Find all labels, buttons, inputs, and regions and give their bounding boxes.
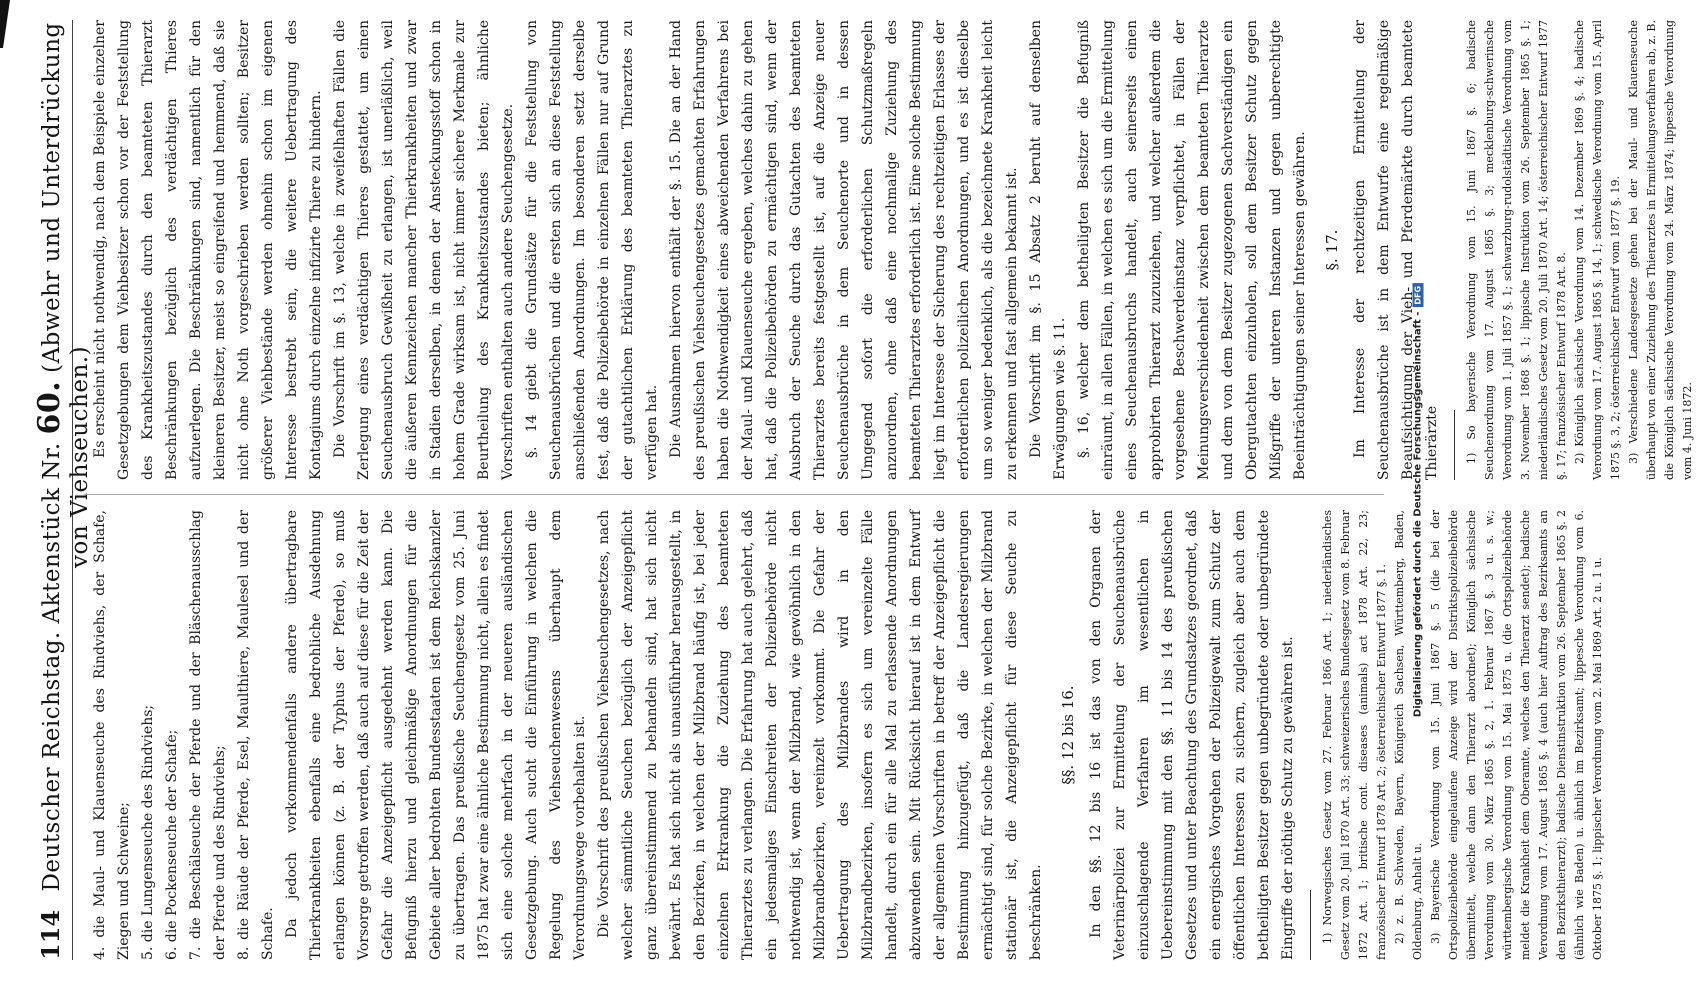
body-paragraph: Die Vorschrift im §. 13, welche in zweifelhaften Fällen die Zerlegung eines verdächtigen Thieres gestattet, um einen Seuchenausbruch Gewißheit zu erlangen, ist unerläßlich, weil die äußeren Kennzeichen mancher Thierkrankheiten und zwar in Stadien derselben, in denen der Ansteckungsstoff schon in hohem Grade wirksam ist, nicht immer sichere Merkmale zur Beurtheilung des Krankheitszustandes bieten; ähnliche Vorschriften enthalten auch andere Seuchengesetze. [332,20,516,480]
body-paragraph: §. 16, welcher dem betheiligten Besitzer die Befugniß einräumt, in allen Fällen, in welchen es sich um die Ermittelung eines Seuchenausbruchs handelt, auch seinerseits einen approbirten Thierarzt zuzuziehen, und welcher außerdem die vorgesehene Beschwerdeinstanz verpflichtet, in Fällen der Meinungsverschiedenheit zwischen dem beamteten Thierarzte und dem von dem Besitzer zugezogenen Sachverständigen ein Obergutachten einzuholen, soll dem Besitzer Schutz gegen Mißgriffe der unteren Instanzen und gegen unberechtigte Beeinträchtigungen seiner Interessen gewähren. [1076,20,1308,480]
footnote: 1) Norwegisches Gesetz vom 27. Februar 1866 Art. 1; niederländisches Gesetz vom 20. Juli 1870 Art. 33; schweizerisches Bundesgesetz vom 8. Februar 1872 Art. 1; britische cont. diseases (animals) act 1878 Art. 22, 23; französischer Entwurf 1878 Art. 2; österreichischer Entwurf 1877 §. 1. [1321,510,1388,960]
footnote: 1) So bayerische Verordnung vom 15. Juni 1867 §. 6; badische Seuchenordnung vom 17. August 1865 §. 3; mecklenburg-schwerinsche Verordnung vom 1. Juli 1857 §. 1; schwarzburg-rudolstädtische Verordnung vom 3. November 1868 §. 1; lippische Instruktion vom 26. September 1865 §. 1; niederländisches Gesetz vom 20. Juli 1870 Art. 14; österreichischer Entwurf 1877 §. 17; französischer Entwurf 1878 Art. 8. [1465,20,1568,480]
header-right-title: (Abwehr und Unterdrückung von Viehseuchen.) [39,22,93,568]
list-item: 4. die Maul- und Klauenseuche des Rindviehs, der Schafe, Ziegen und Schweine; [92,510,132,960]
body-paragraph: Die Ausnahmen hiervon enthält der §. 15. Die an der Hand des preußischen Viehseuchengesetzes gemachten Erfahrungen haben die Nothwendigkeit eines abweichenden Verfahrens bei der Maul- und Klauenseuche ergeben, welches dahin zu gehen hat, daß die Polizeibehörden zu ermächtigen sind, wenn der Ausbruch der Seuche durch das Gutachten des beamteten Thierarztes bereits festgestellt ist, auf die Anzeige neuer Seuchenausbrüche in dem Seuchenorte und in dessen Umgegend sofort die erforderlichen Schutzmaßregeln anzuordnen, ohne daß eine nochmalige Zuziehung des beamteten Thierarztes erforderlich ist. Eine solche Bestimmung liegt im Interesse der Sicherung des rechtzeitigen Erlasses der erforderlichen polizeilichen Anordnungen, und es ist dieselbe um so weniger bedenklich, als die bezeichnete Krankheit leicht zu erkennen und fast allgemein bekannt ist. [668,20,1020,480]
footnote-rule [1454,410,1455,480]
list-item: 5. die Lungenseuche des Rindviehs; [140,704,156,960]
body-paragraph: Im Interesse der rechtzeitigen Ermittelung der Seuchenausbrüche ist in dem Entwurfe eine regelmäßige Beaufsichtigung der Vieh- und Pferdemärkte durch beamtete Thierärzte [1352,20,1440,480]
section-heading: §. 17. [1323,229,1341,271]
digitization-credit-text: Digitalisierung gefördert durch die Deutsche Forschungsgemeinschaft - [1412,311,1424,718]
footnote: 2) z. B. Schweden, Bayern, Königreich Sachsen, Württemberg, Baden, Oldenburg, Anhalt u. [1393,510,1424,960]
section-heading: §§. 12 bis 16. [1059,685,1077,785]
body-paragraph: Die Vorschrift im §. 15 Absatz 2 beruht auf denselben Erwägungen wie §. 11. [1028,20,1068,480]
body-paragraph: Die Vorschrift des preußischen Viehseuchengesetzes, nach welcher sämmtliche Seuchen bezüglich der Anzeigepflicht ganz übereinstimmend zu behandeln sind, hat sich nicht bewährt. Es hat sich nicht als unausführbar herausgestellt, in den Bezirken, in welchen der Milzbrand häufig ist, bei jeder einzelnen Erkrankung die Zuziehung des beamteten Thierarztes zu verlangen. Die Erfahrung hat auch gelehrt, daß ein jedesmaliges Einschreiten der Polizeibehörde nicht nothwendig ist, wenn der Milzbrand, wie gewöhnlich in den Milzbrandbezirken, vereinzelt vorkommt. Die Gefahr der Uebertragung des Milzbrandes wird in den Milzbrandbezirken, insofern es sich um vereinzelte Fälle handelt, durch ein für alle Mal zu erlassende Anordnungen abzuwenden sein. Mit Rücksicht hierauf ist in dem Entwurf der allgemeinen Vorschriften in betreff der Anzeigepflicht die Bestimmung hinzugefügt, daß die Landesregierungen ermächtigt sind, für solche Bezirke, in welchen der Milzbrand stationär ist, die Anzeigepflicht für diese Seuche zu beschränken. [596,510,1044,960]
footnote: 2) Königlich sächsische Verordnung vom 14. Dezember 1869 §. 4; badische Verordnung vom 17. August 1865 §. 14, 1; schwedische Verordnung vom 15. April 1875 §. 3, 2; österreichischer Entwurf vom 1877 §. 19. [1573,20,1622,480]
list-item: 7. die Beschälseuche der Pferde und der Bläschenausschlag der Pferde und des Rindviehs; [188,510,228,960]
body-paragraph: Es erscheint nicht nothwendig, nach dem Beispiele einzelner Gesetzgebungen dem Viehbesitzer schon vor der Feststellung des Krankheitszustandes durch den beamteten Thierarzt Beschränkungen bezüglich des verdächtigen Thieres aufzuerlegen. Die Beschränkungen sind, namentlich für den kleineren Besitzer, meist so eingreifend und hemmend, daß sie nicht ohne Noth vorgeschrieben werden sollten; Besitzer größerer Viehbestände werden ohnehin schon im eigenen Interesse bestrebt sein, die weitere Uebertragung des Kontagiums durch einzelne infizirte Thiere zu hindern. [92,20,324,480]
body-paragraph: Da jedoch vorkommendenfalls andere übertragbare Thierkrankheiten ebenfalls eine bedrohliche Ausdehnung erlangen können (z. B. der Typhus der Pferde), so muß Vorsorge getroffen werden, daß auch auf diese für die Zeit der Gefahr die Anzeigepflicht ausgedehnt werden kann. Die Befugniß hierzu und gleichmäßige Anordnungen für die Gebiete aller bedrohten Bundesstaaten ist dem Reichskanzler zu übertragen. Das preußische Seuchengesetz vom 25. Juni 1875 hat zwar eine ähnliche Bestimmung nicht, allein es findet sich eine solche mehrfach in der neueren ausländischen Gesetzgebung. Auch sucht die Einführung in welchen die Regelung des Viehseuchenwesens überhaupt dem Verordnungswege vorbehalten ist. [284,510,588,960]
footnote-rule [1310,890,1311,960]
header-doc-number: 60. [32,380,67,435]
header-doc-label: Aktenstück Nr. [39,442,65,624]
list-item: 8. die Räude der Pferde, Esel, Maulthiere, Maulesel und der Schafe. [236,510,276,960]
header-left-title: Deutscher Reichstag. [39,631,65,892]
footnote: 3) Verschiedene Landesgesetze gehen bei der Maul- und Klauenseuche überhaupt von einer Zuziehung des Thierarztes in Ermittelungsverfahren ab, z. B. die Königlich sächsische Verordnung vom 24. März 1874; lippesche Verordnung vom 4. Juni 1872. [1627,20,1694,480]
footnote: 3) Bayerische Verordnung vom 15. Juni 1867 §. 5 (die bei der Ortspolizeibehörde eingelaufene Anzeige wird der Distriktspolizeibehörde übermittelt, welche dann den Thierarzt abordnet); Königlich sächsische Verordnung vom 30. März 1865 §. 2, 1. Februar 1867 §. 3 u. s. w.; württembergische Verordnung vom 15. Mai 1875 u. (die Ortspolizeibehörde meldet die Krankheit dem Oberamte, welches den Thierarzt sendet); badische Verordnung vom 17. August 1865 §. 4 (auch hier Auftrag des Bezirksamts an den Bezirksthierarzt); badische Dienstinstruktion vom 26. September 1865 §. 2 (ähnlich wie Baden) u. ähnlich im Bezirksamt; lippesche Verordnung vom 6. Oktober 1875 §. 1; lippischer Verordnung vom 2. Mai 1869 Art. 2 u. 1 u. [1429,510,1604,960]
body-paragraph: §. 14 giebt die Grundsätze für die Feststellung von Seuchenausbrüchen und die ersten sich an diese Feststellung anschließenden Anordnungen. Im besonderen setzt derselbe fest, daß die Polizeibehörde in einzelnen Fällen nur auf Grund der gutachtlichen Erklärung des beamteten Thierarztes zu verfügen hat. [524,20,660,480]
body-paragraph: In den §§. 12 bis 16 ist das von den Organen der Veterinärpolizei zur Ermittelung der Seuchenausbrüche einzuschlagende Verfahren im wesentlichen in Uebereinstimmung mit den §§. 11 bis 14 des preußischen Gesetzes und unter Beachtung des Grundsatzes geordnet, daß ein energisches Vorgehen der Polizeigewalt zum Schutz der öffentlichen Interessen zu sichern, zugleich aber auch dem betheiligten Besitzer gegen unbegründete oder unbegründete Eingriffe der nöthige Schutz zu gewähren ist. [1088,510,1296,960]
page-number: 114 [36,909,65,960]
column-divider [84,494,1384,495]
scan-edge-mark [0,0,10,48]
list-item: 6. die Pockenseuche der Schafe; [164,729,180,960]
running-header [32,20,93,960]
dfg-badge: DFG [1413,283,1424,308]
header-title [32,20,93,894]
